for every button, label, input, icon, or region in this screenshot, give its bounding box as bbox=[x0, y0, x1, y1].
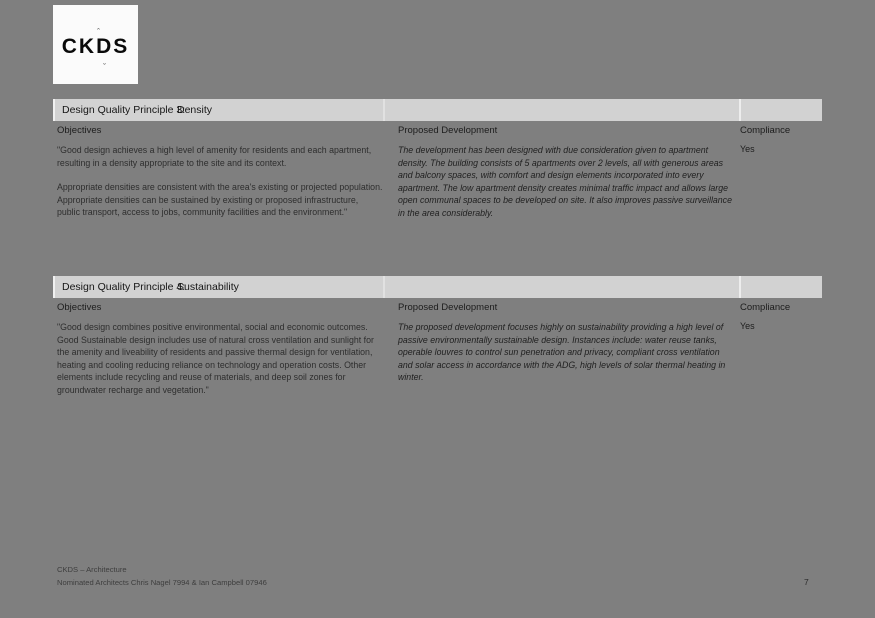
logo-caret-up-icon: ˆ bbox=[97, 27, 100, 37]
objectives-paragraph: "Good design combines positive environmental, social and economic outcomes. Good Sustainable design includes use of natural cross ventilation and sunlight for the amenity and liveability of residents and passive thermal design for ventilation, heating and cooling reducing reliance on technology and operation costs. Other elements include recycling and reuse of materials, and deep soil zones for groundwater recharge and vegetation." bbox=[57, 322, 374, 395]
compliance-value: Yes bbox=[740, 144, 755, 154]
section-3-title-value: Density bbox=[177, 104, 213, 116]
objectives-paragraph: "Good design achieves a high level of amenity for residents and each apartment, resulting in a density appropriate to the site and its context. bbox=[57, 145, 372, 168]
section-3-proposed-column bbox=[398, 125, 734, 220]
compliance-column-header: Compliance bbox=[740, 302, 791, 313]
objectives-column-header: Objectives bbox=[57, 302, 102, 313]
section-principle-3 bbox=[53, 99, 822, 218]
logo-caret-down-icon: ˇ bbox=[103, 62, 106, 72]
section-4-header-bar bbox=[53, 276, 822, 298]
footer-company-line: CKDS – Architecture bbox=[57, 565, 127, 574]
logo-text: CKDS bbox=[61, 35, 130, 58]
compliance-value: Yes bbox=[740, 321, 755, 331]
page-number: 7 bbox=[804, 577, 809, 587]
section-4-proposed-column bbox=[398, 302, 734, 384]
section-3-objectives-column bbox=[57, 125, 383, 231]
header-cell-divider bbox=[739, 276, 741, 298]
proposed-development-paragraph: The development has been designed with due consideration given to apartment density. The building consists of 5 apartments over 2 levels, all with generous areas and balcony spaces, with comfort and design elements incorporated into every apartment. The low apartment density creates minimal traffic impact and allows large open communal spaces to be developed on site. It also improves passive surveillance in the area considerably. bbox=[398, 145, 732, 218]
header-cell-divider bbox=[383, 99, 385, 121]
footer bbox=[57, 563, 267, 589]
section-4-compliance-column bbox=[740, 302, 820, 331]
proposed-column-header: Proposed Development bbox=[398, 125, 498, 136]
section-4-title-label: Design Quality Principle 4: bbox=[62, 281, 186, 293]
proposed-column-header: Proposed Development bbox=[398, 302, 498, 313]
section-3-title-label: Design Quality Principle 3: bbox=[62, 104, 186, 116]
section-4-objectives-column bbox=[57, 302, 383, 409]
footer-architects-line: Nominated Architects Chris Nagel 7994 & Ian Campbell 07946 bbox=[57, 578, 267, 587]
section-4-title-value: Sustainability bbox=[177, 281, 239, 293]
section-3-header-bar bbox=[53, 99, 822, 121]
section-principle-4 bbox=[53, 276, 822, 395]
objectives-paragraph: Appropriate densities are consistent with the area's existing or projected population. Appropriate densities can be sustained by existing or proposed infrastructure, public transport, access to jobs, community facilities and the environment." bbox=[57, 182, 383, 218]
company-logo bbox=[53, 5, 138, 84]
header-cell-divider bbox=[383, 276, 385, 298]
compliance-column-header: Compliance bbox=[740, 125, 791, 136]
header-cell-divider bbox=[739, 99, 741, 121]
section-3-compliance-column bbox=[740, 125, 820, 154]
proposed-development-paragraph: The proposed development focuses highly on sustainability providing a high level of passive environmentally sustainable design. Instances include: water reuse tanks, operable louvres to control sun penetration and privacy, compliant cross ventilation and solar access in accordance with the ADG, high levels of solar thermal heating in winter. bbox=[398, 322, 726, 383]
objectives-column-header: Objectives bbox=[57, 125, 102, 136]
